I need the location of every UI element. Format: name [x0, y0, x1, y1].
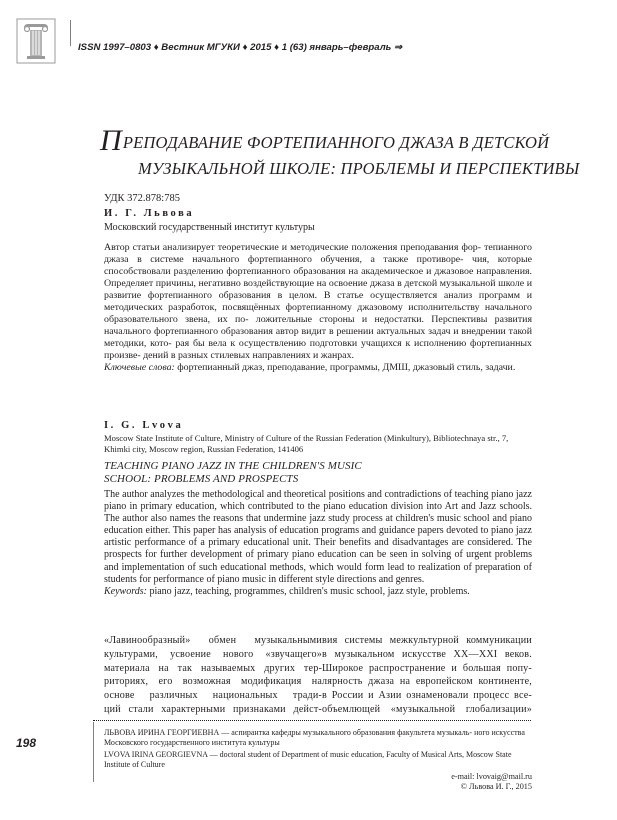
abstract-en — [104, 489, 532, 598]
body-right-line: в музыкальном искусстве XX—XXI веков. — [322, 648, 532, 660]
keywords-ru-text: фортепианный джаз, преподавание, программы, ДМШ, джазовый стиль, задачи. — [174, 362, 516, 374]
page-number: 198 — [16, 736, 37, 750]
article-title — [100, 124, 580, 182]
article-title-en — [104, 460, 362, 486]
body-column-left — [104, 634, 322, 717]
keywords-en-text: piano jazz, teaching, programmes, children's music school, jazz style, problems. — [146, 585, 470, 597]
title-en-line-2: SCHOOL: PROBLEMS AND PROSPECTS — [104, 473, 299, 485]
body-column-right — [322, 634, 532, 717]
contact-block — [451, 772, 532, 792]
author-name-en: I. G. Lvova — [104, 420, 184, 431]
body-right-line: в России и Азии ознаменовали процесс все- — [322, 690, 532, 702]
copyright-notice: © Львова И. Г., 2015 — [460, 782, 532, 791]
keywords-ru — [104, 362, 532, 374]
body-right-line: лярность джаза на европейском континенте, — [322, 676, 532, 688]
body-left-line: основе различных национальных тради- — [104, 690, 322, 702]
affiliation-ru: Московский государственный институт культуры — [104, 222, 315, 233]
body-left-line: риториях, его возможная модификация на — [104, 676, 322, 688]
author-footnote-ru: ЛЬВОВА ИРИНА ГЕОРГИЕВНА — аспирантка кафедры музыкального образования факультета музыкаль- ного искусства Московского государственного института культуры — [104, 728, 525, 747]
journal-logo-icon — [16, 18, 56, 64]
body-right-line: Широкое распространение и большая попу- — [322, 662, 532, 674]
body-right-line: вия системы межкультурной коммуникации — [322, 635, 532, 646]
keywords-en-label: Keywords: — [104, 585, 147, 597]
title-initial: П — [100, 124, 122, 157]
journal-header: ISSN 1997–0803 ♦ Вестник МГУКИ ♦ 2015 ♦ 1 (63) январь–февраль ⇒ — [78, 42, 403, 53]
page-number-rule — [93, 722, 94, 782]
footnote-divider — [93, 720, 531, 721]
author-name-ru: И. Г. Львова — [104, 208, 195, 219]
body-left-line: «Лавинообразный» обмен музыкальными — [104, 635, 322, 646]
title-en-line-1: TEACHING PIANO JAZZ IN THE CHILDREN'S MUSIC — [104, 460, 362, 472]
body-left-line: культурами, усвоение нового «звучащего» — [104, 648, 322, 660]
title-line-1 — [100, 124, 560, 157]
keywords-ru-label: Ключевые слова: — [104, 362, 175, 374]
abstract-en-text: The author analyzes the methodological and theoretical positions and contradictions of teaching piano jazz piano in primary education, which contributed to the piano education division into Art and Jazz schools. The author also names the reasons that undermine jazz study process at children's music school and piano education either. This paper has analysis of education programs and guidance papers devoted to piano jazz artistic performance of a primary educational unit. Their benefits and disadvantages are considered. The prospects for further development of primary piano education can be seen in solving of urgent problems and implementation of such educational methods, which would form lead to realization of preparation of students for performance of piano music in different style directions and genres. — [104, 489, 532, 585]
title-line-2: МУЗЫКАЛЬНОЙ ШКОЛЕ: ПРОБЛЕМЫ И ПЕРСПЕКТИВЫ — [138, 159, 580, 178]
author-footnote-en: LVOVA IRINA GEORGIEVNA — doctoral student of Department of music education, Faculty of Musical Arts, Moscow State Institute of Culture — [104, 750, 512, 769]
abstract-ru-text: Автор статьи анализирует теоретические и методические положения преподавания фор- тепианного джаза в системе начального фортепианного обучения, а также противоре- чия, которые способствовали разделению фортепианного образования на академическое и джазовое направления. Определяет причины, негативно воздействующие на освоение джаза в детской музыкальной школе и развитие фортепианного образования в целом. В статье осуществляется анализ программ и методических разработок, посвящённых фортепианному джазовому исполнительству начального образовательного звена, их по- ложительные стороны и недостатки. Перспективы развития начального фортепианного образования автор видит в решении актуальных задач и внедрении такой методики, кото- рая бы вела к осуществлению подготовки учащихся к исполнению фортепианных произве- дений в разных стилевых направлениях и жанрах. — [104, 242, 532, 362]
keywords-en — [104, 586, 532, 598]
abstract-ru — [104, 242, 532, 375]
author-email[interactable]: e-mail: lvovaig@mail.ru — [451, 772, 532, 781]
body-left-line: материала на так называемых других тер- — [104, 662, 322, 674]
body-right-line: объемлющей «музыкальной глобализации» — [322, 703, 532, 715]
udk-code: УДК 372.878:785 — [104, 193, 180, 204]
affiliation-en: Moscow State Institute of Culture, Ministry of Culture of the Russian Federation (Minkultury), Bibliotechnaya str., 7, Khimki city, Moscow region, Russian Federation, 141406 — [104, 433, 509, 454]
title-line-1-rest: РЕПОДАВАНИЕ ФОРТЕПИАННОГО ДЖАЗА В ДЕТСКОЙ — [122, 133, 550, 152]
body-left-line: ций стали характерными признаками дейст- — [104, 703, 322, 715]
header-divider — [70, 20, 71, 46]
